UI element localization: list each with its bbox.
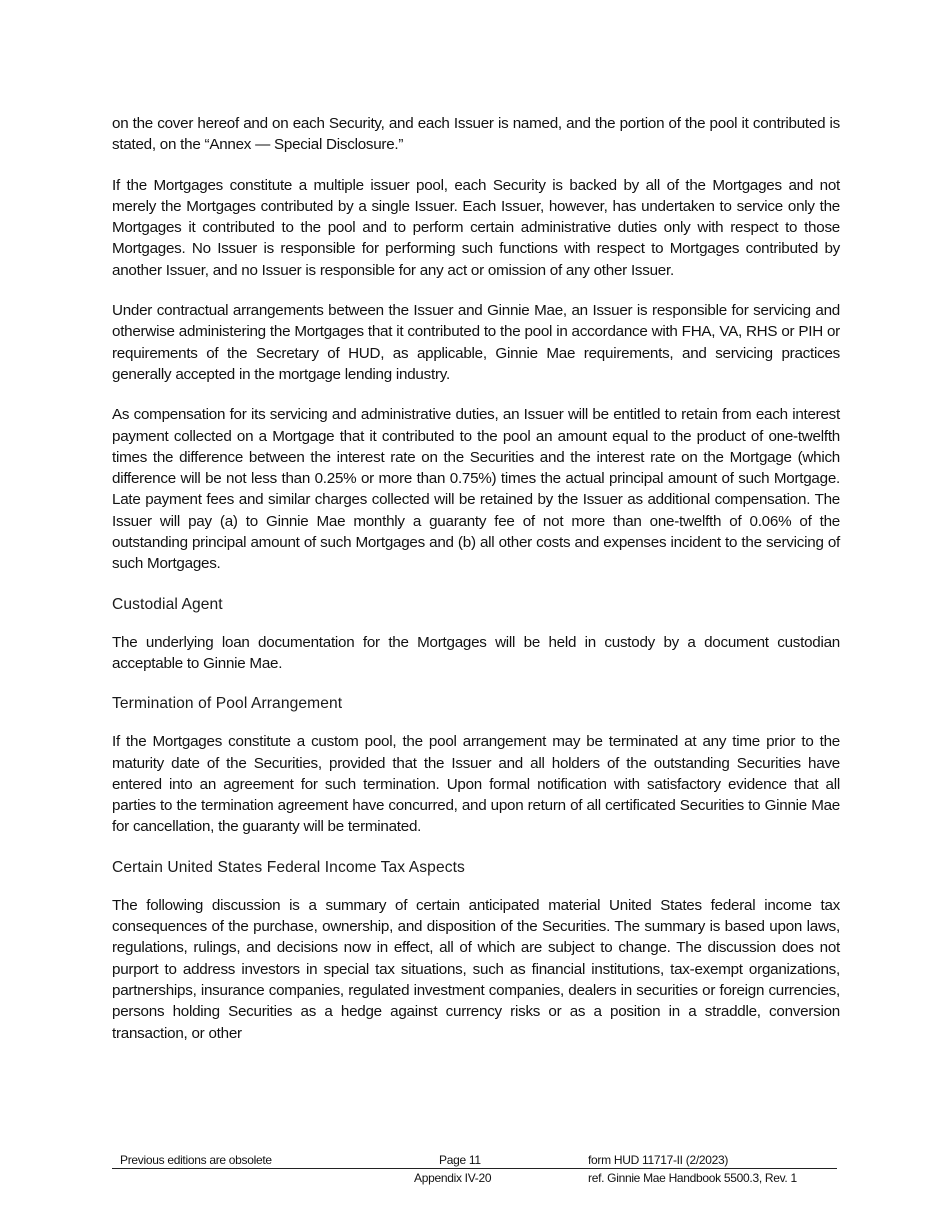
section-heading-federal-tax: Certain United States Federal Income Tax Aspects [112, 858, 465, 876]
footer-obsolete-note: Previous editions are obsolete [120, 1153, 272, 1167]
paragraph-annex-disclosure: on the cover hereof and on each Security, and each Issuer is named, and the portion of the pool it contributed is stated, on the “Annex — Special Disclosure.” [112, 115, 840, 154]
paragraph-federal-tax: The following discussion is a summary of certain anticipated material United States federal income tax consequences of the purchase, ownership, and disposition of the Securities. The summary is based upon laws, regulations, rulings, and decisions now in effect, all of which are subject to change. The discussion does not purport to address investors in special tax situations, such as financial institutions, tax-exempt organizations, partnerships, insurance companies, regulated investment companies, dealers in securities or foreign currencies, persons holding Securities as a hedge against currency risks or as a position in a straddle, conversion transaction, or other [112, 896, 840, 1042]
paragraph-contractual-arrangements: Under contractual arrangements between the Issuer and Ginnie Mae, an Issuer is responsible for servicing and otherwise administering the Mortgages that it contributed to the pool in accordance with FHA, VA, RHS or PIH or requirements of the Secretary of HUD, as applicable, Ginnie Mae requirements, and servicing practices generally accepted in the mortgage lending industry. [112, 302, 840, 383]
footer-handbook-ref: ref. Ginnie Mae Handbook 5500.3, Rev. 1 [588, 1171, 797, 1185]
footer-page-number: Page 11 [439, 1153, 481, 1167]
footer-row [112, 1151, 837, 1168]
paragraph-termination: If the Mortgages constitute a custom pool, the pool arrangement may be terminated at any time prior to the maturity date of the Securities, provided that the Issuer and all holders of the outstanding Securities have entered into an agreement for such termination. Upon formal notification with satisfactory evidence that all parties to the termination agreement have concurred, and upon return of all certificated Securities to Ginnie Mae for cancellation, the guaranty will be terminated. [112, 733, 840, 836]
document-body [112, 113, 840, 1063]
section-heading-termination: Termination of Pool Arrangement [112, 695, 343, 713]
paragraph-servicing-compensation: As compensation for its servicing and administrative duties, an Issuer will be entitled to retain from each interest payment collected on a Mortgage that it contributed to the pool an amount equal to the product of one-twelfth times the difference between the interest rate on the Securities and the interest rate on the Mortgage (which difference will be not less than 0.25% or more than 0.75%) times the actual principal amount of such Mortgage. Late payment fees and similar charges collected will be retained by the Issuer as additional compensation. The Issuer will pay (a) to Ginnie Mae monthly a guaranty fee of not more than one-twelfth of 0.06% of the outstanding principal amount of such Mortgages and (b) all other costs and expenses incident to the servicing of such Mortgages. [112, 406, 840, 573]
footer-appendix: Appendix IV-20 [414, 1171, 492, 1185]
section-heading-custodial-agent: Custodial Agent [112, 595, 223, 613]
footer-form-number: form HUD 11717-II (2/2023) [588, 1153, 729, 1167]
paragraph-multiple-issuer-pool: If the Mortgages constitute a multiple issuer pool, each Security is backed by all of the Mortgages and not merely the Mortgages contributed by a single Issuer. Each Issuer, however, has undertaken to service only the Mortgages it contributed to the pool and to perform certain administrative duties only with respect to those Mortgages. No Issuer is responsible for performing such functions with respect to Mortgages contributed by another Issuer, and no Issuer is responsible for any act or omission of any other Issuer. [112, 176, 840, 279]
paragraph-custodial-agent: The underlying loan documentation for the Mortgages will be held in custody by a document custodian acceptable to Ginnie Mae. [112, 633, 840, 672]
page-footer [112, 1151, 837, 1185]
footer-divider [112, 1168, 837, 1169]
